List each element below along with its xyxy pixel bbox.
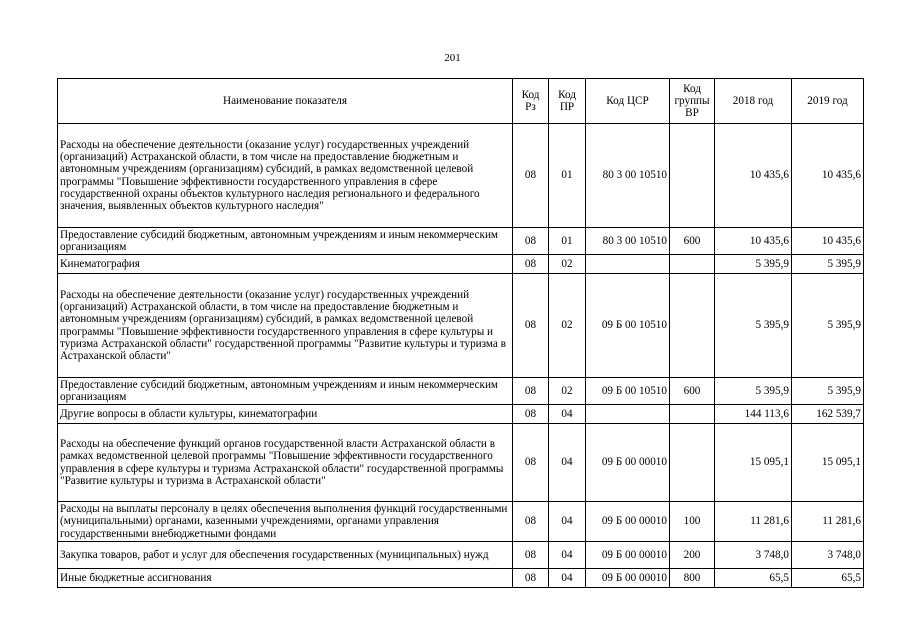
- cell-name: Кинематография: [58, 255, 513, 274]
- table-row: [58, 502, 864, 542]
- cell-name: Предоставление субсидий бюджетным, автономным учреждениям и иным некоммерческим организациям: [58, 378, 513, 405]
- cell-rz: 08: [513, 502, 549, 542]
- cell-pr: 02: [549, 378, 586, 405]
- header-vr: Код группы ВР: [670, 79, 715, 124]
- cell-vr: [670, 274, 715, 378]
- cell-2018: 5 395,9: [715, 274, 792, 378]
- budget-table: [57, 78, 864, 588]
- cell-vr: [670, 424, 715, 502]
- cell-2019: 10 435,6: [792, 228, 864, 255]
- cell-vr: 100: [670, 502, 715, 542]
- table-row: [58, 378, 864, 405]
- header-pr: Код ПР: [549, 79, 586, 124]
- cell-pr: 02: [549, 274, 586, 378]
- cell-name: Расходы на выплаты персоналу в целях обеспечения выполнения функций государственными (муниципальными) органами, казенными учреждениями, органами управления государственными внебюджетными фондами: [58, 502, 513, 542]
- cell-2018: 3 748,0: [715, 542, 792, 569]
- cell-name: Иные бюджетные ассигнования: [58, 569, 513, 588]
- page-number: 201: [444, 52, 461, 64]
- cell-csr: 09 Б 00 00010: [586, 424, 670, 502]
- cell-pr: 04: [549, 569, 586, 588]
- cell-name: Предоставление субсидий бюджетным, автономным учреждениям и иным некоммерческим организациям: [58, 228, 513, 255]
- cell-csr: 09 Б 00 00010: [586, 569, 670, 588]
- cell-pr: 01: [549, 124, 586, 228]
- cell-2019: 5 395,9: [792, 378, 864, 405]
- header-2019: 2019 год: [792, 79, 864, 124]
- cell-pr: 04: [549, 502, 586, 542]
- cell-csr: [586, 255, 670, 274]
- cell-csr: 09 Б 00 10510: [586, 274, 670, 378]
- table-header-row: [58, 79, 864, 124]
- cell-2018: 11 281,6: [715, 502, 792, 542]
- cell-rz: 08: [513, 542, 549, 569]
- cell-name: Закупка товаров, работ и услуг для обеспечения государственных (муниципальных) нужд: [58, 542, 513, 569]
- cell-vr: 600: [670, 228, 715, 255]
- cell-2019: 5 395,9: [792, 274, 864, 378]
- cell-2018: 10 435,6: [715, 124, 792, 228]
- cell-csr: 09 Б 00 10510: [586, 378, 670, 405]
- cell-2019: 11 281,6: [792, 502, 864, 542]
- cell-2018: 5 395,9: [715, 255, 792, 274]
- cell-csr: 09 Б 00 00010: [586, 542, 670, 569]
- cell-2018: 144 113,6: [715, 405, 792, 424]
- cell-rz: 08: [513, 124, 549, 228]
- table-row: [58, 569, 864, 588]
- header-rz: Код Рз: [513, 79, 549, 124]
- table-row: [58, 274, 864, 378]
- cell-vr: [670, 405, 715, 424]
- cell-rz: 08: [513, 255, 549, 274]
- cell-rz: 08: [513, 405, 549, 424]
- cell-name: Расходы на обеспечение функций органов государственной власти Астраханской области в рамках ведомственной целевой программы "Повышение эффективности государственного управления в сфере культуры и туризма Астраханской области" государственной программы "Развитие культуры и туризма в Астраханской области": [58, 424, 513, 502]
- cell-rz: 08: [513, 228, 549, 255]
- cell-2019: 5 395,9: [792, 255, 864, 274]
- cell-rz: 08: [513, 424, 549, 502]
- cell-csr: 80 3 00 10510: [586, 124, 670, 228]
- cell-2019: 15 095,1: [792, 424, 864, 502]
- table-row: [58, 255, 864, 274]
- cell-2018: 65,5: [715, 569, 792, 588]
- cell-csr: 09 Б 00 00010: [586, 502, 670, 542]
- cell-2018: 5 395,9: [715, 378, 792, 405]
- table-row: [58, 542, 864, 569]
- cell-rz: 08: [513, 378, 549, 405]
- cell-pr: 04: [549, 405, 586, 424]
- cell-vr: 600: [670, 378, 715, 405]
- cell-name: Другие вопросы в области культуры, кинематографии: [58, 405, 513, 424]
- cell-pr: 04: [549, 424, 586, 502]
- cell-2019: 162 539,7: [792, 405, 864, 424]
- cell-name: Расходы на обеспечение деятельности (оказание услуг) государственных учреждений (организаций) Астраханской области, в том числе на предоставление бюджетным и автономным учреждениям (организациям) субсидий, в рамках ведомственной целевой программы "Повышение эффективности государственного управления в сфере государственной охраны объектов культурного наследия регионального и федерального значения, выявленных объектов культурного наследия": [58, 124, 513, 228]
- cell-vr: [670, 255, 715, 274]
- cell-rz: 08: [513, 274, 549, 378]
- cell-2019: 3 748,0: [792, 542, 864, 569]
- cell-rz: 08: [513, 569, 549, 588]
- header-2018: 2018 год: [715, 79, 792, 124]
- cell-vr: [670, 124, 715, 228]
- table-row: [58, 124, 864, 228]
- cell-pr: 04: [549, 542, 586, 569]
- header-csr: Код ЦСР: [586, 79, 670, 124]
- cell-pr: 01: [549, 228, 586, 255]
- cell-csr: 80 3 00 10510: [586, 228, 670, 255]
- table-row: [58, 228, 864, 255]
- header-name: Наименование показателя: [58, 79, 513, 124]
- cell-csr: [586, 405, 670, 424]
- table-row: [58, 424, 864, 502]
- cell-2018: 10 435,6: [715, 228, 792, 255]
- cell-pr: 02: [549, 255, 586, 274]
- cell-2018: 15 095,1: [715, 424, 792, 502]
- cell-2019: 65,5: [792, 569, 864, 588]
- cell-2019: 10 435,6: [792, 124, 864, 228]
- cell-vr: 800: [670, 569, 715, 588]
- table-row: [58, 405, 864, 424]
- cell-vr: 200: [670, 542, 715, 569]
- cell-name: Расходы на обеспечение деятельности (оказание услуг) государственных учреждений (организаций) Астраханской области, в том числе на предоставление бюджетным и автономным учреждениям (организациям) субсидий, в рамках ведомственной целевой программы "Повышение эффективности государственного управления в сфере культуры и туризма Астраханской области" государственной программы "Развитие культуры и туризма в Астраханской области": [58, 274, 513, 378]
